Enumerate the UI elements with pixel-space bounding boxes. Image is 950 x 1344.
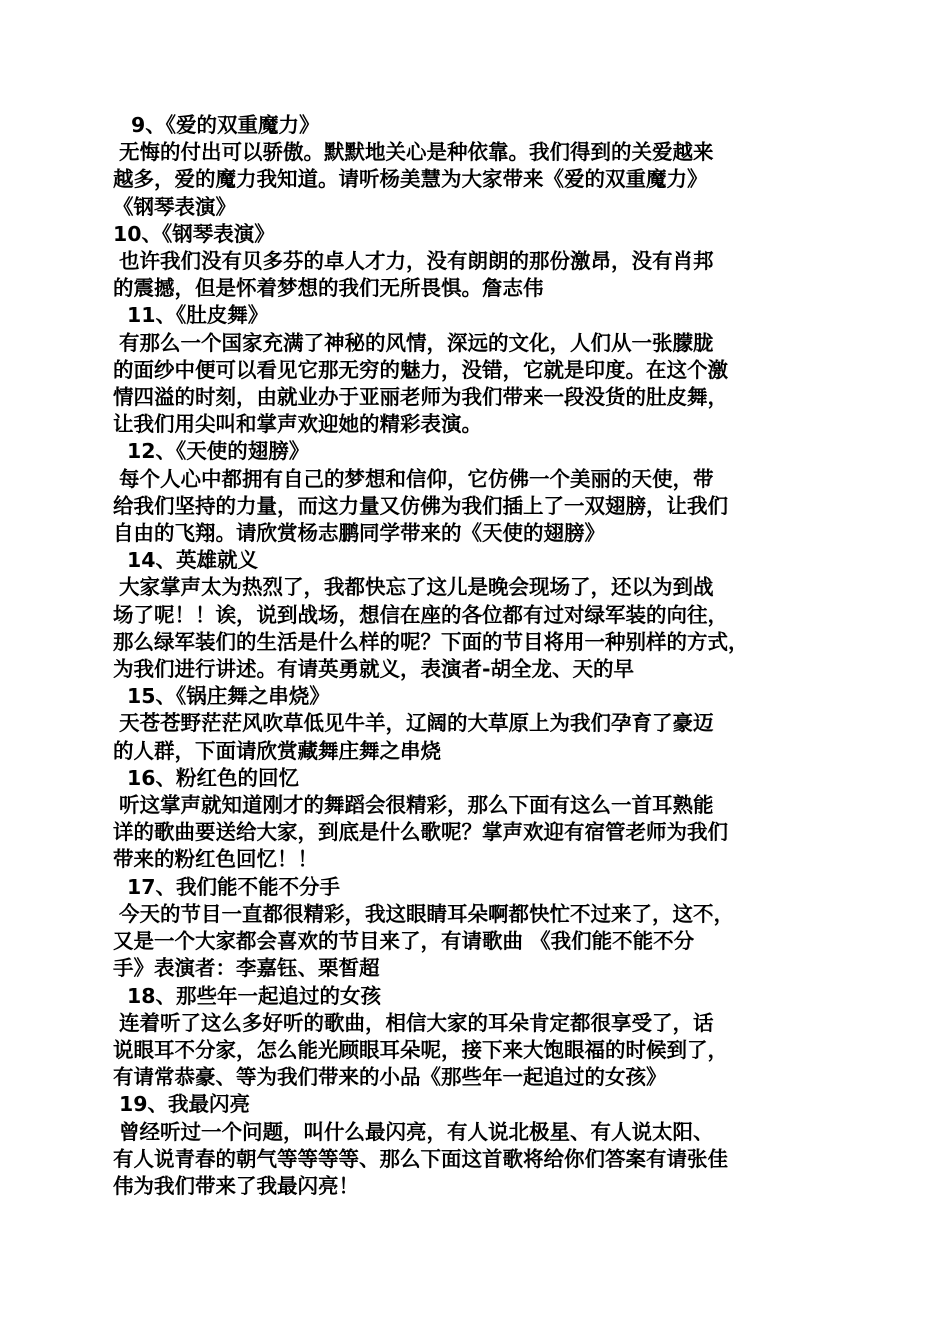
item-text: 大家掌声太为热烈了，我都快忘了这儿是晚会现场了，还以为到战	[119, 575, 714, 600]
item-title-16: 16、粉红色的回忆	[127, 765, 300, 790]
item-text: 天苍苍野茫茫风吹草低见牛羊，辽阔的大草原上为我们孕育了豪迈	[119, 711, 714, 736]
item-text: 手》表演者：李嘉钰、栗皙超	[113, 956, 380, 981]
item-title-9: 9、《爱的双重魔力》	[131, 113, 320, 137]
item-text: 让我们用尖叫和掌声欢迎她的精彩表演。	[113, 412, 482, 437]
item-text: 《钢琴表演》	[113, 194, 236, 219]
item-text: 说眼耳不分家，怎么能光顾眼耳朵呢，接下来大饱眼福的时候到了，	[113, 1037, 728, 1062]
program-script	[113, 112, 841, 1200]
item-text: 场了呢！！诶，说到战场，想信在座的各位都有过对绿军装的向往，	[113, 602, 728, 627]
item-title-18: 18、那些年一起追过的女孩	[127, 983, 382, 1008]
item-text: 详的歌曲要送给大家，到底是什么歌呢？掌声欢迎有宿管老师为我们	[113, 820, 728, 845]
item-text: 自由的飞翔。请欣赏杨志鹏同学带来的《天使的翅膀》	[113, 521, 605, 546]
item-title-10: 10、《钢琴表演》	[113, 221, 275, 246]
item-text: 曾经听过一个问题，叫什么最闪亮，有人说北极星、有人说太阳、	[119, 1119, 714, 1144]
item-text: 又是一个大家都会喜欢的节目来了，有请歌曲 《我们能不能不分	[113, 929, 695, 954]
item-text: 今天的节目一直都很精彩，我这眼睛耳朵啊都快忙不过来了，这不，	[119, 901, 734, 926]
item-text: 有请常恭豪、等为我们带来的小品《那些年一起追过的女孩》	[113, 1065, 667, 1090]
item-text: 有那么一个国家充满了神秘的风情，深远的文化，人们从一张朦胧	[119, 330, 714, 355]
item-text: 伟为我们带来了我最闪亮！	[113, 1173, 359, 1198]
item-text: 给我们坚持的力量，而这力量又仿佛为我们插上了一双翅膀，让我们	[113, 493, 728, 518]
item-title-12: 12、《天使的翅膀》	[127, 439, 310, 464]
item-text: 为我们进行讲述。有请英勇就义，表演者-胡全龙、天的早	[113, 657, 635, 682]
item-title-15: 15、《锅庄舞之串烧》	[127, 684, 330, 709]
item-text: 的面纱中便可以看见它那无穷的魅力，没错，它就是印度。在这个激	[113, 357, 728, 382]
item-title-11: 11、《肚皮舞》	[127, 303, 269, 328]
item-text: 每个人心中都拥有自己的梦想和信仰，它仿佛一个美丽的天使，带	[119, 466, 714, 491]
item-title-14: 14、英雄就义	[127, 548, 259, 573]
item-text: 连着听了这么多好听的歌曲，相信大家的耳朵肯定都很享受了，话	[119, 1010, 714, 1035]
item-title-17: 17、我们能不能不分手	[127, 874, 341, 899]
item-text: 听这掌声就知道刚才的舞蹈会很精彩，那么下面有这么一首耳熟能	[119, 793, 714, 818]
item-text: 带来的粉红色回忆！！	[113, 847, 318, 872]
item-text: 也许我们没有贝多芬的卓人才力，没有朗朗的那份激昂，没有肖邦	[119, 249, 714, 274]
item-text: 那么绿军装们的生活是什么样的呢？下面的节目将用一种别样的方式，	[113, 629, 749, 654]
item-text: 越多，爱的魔力我知道。请听杨美慧为大家带来《爱的双重魔力》	[113, 167, 708, 192]
item-title-19: 19、我最闪亮	[119, 1092, 251, 1117]
item-text: 有人说青春的朝气等等等等、那么下面这首歌将给你们答案有请张佳	[113, 1146, 728, 1171]
item-text: 情四溢的时刻，由就业办于亚丽老师为我们带来一段没货的肚皮舞，	[113, 385, 728, 410]
item-text: 无悔的付出可以骄傲。默默地关心是种依靠。我们得到的关爱越来	[119, 140, 714, 165]
item-text: 的震撼，但是怀着梦想的我们无所畏惧。詹志伟	[113, 276, 544, 301]
item-text: 的人群，下面请欣赏藏舞庄舞之串烧	[113, 738, 441, 763]
